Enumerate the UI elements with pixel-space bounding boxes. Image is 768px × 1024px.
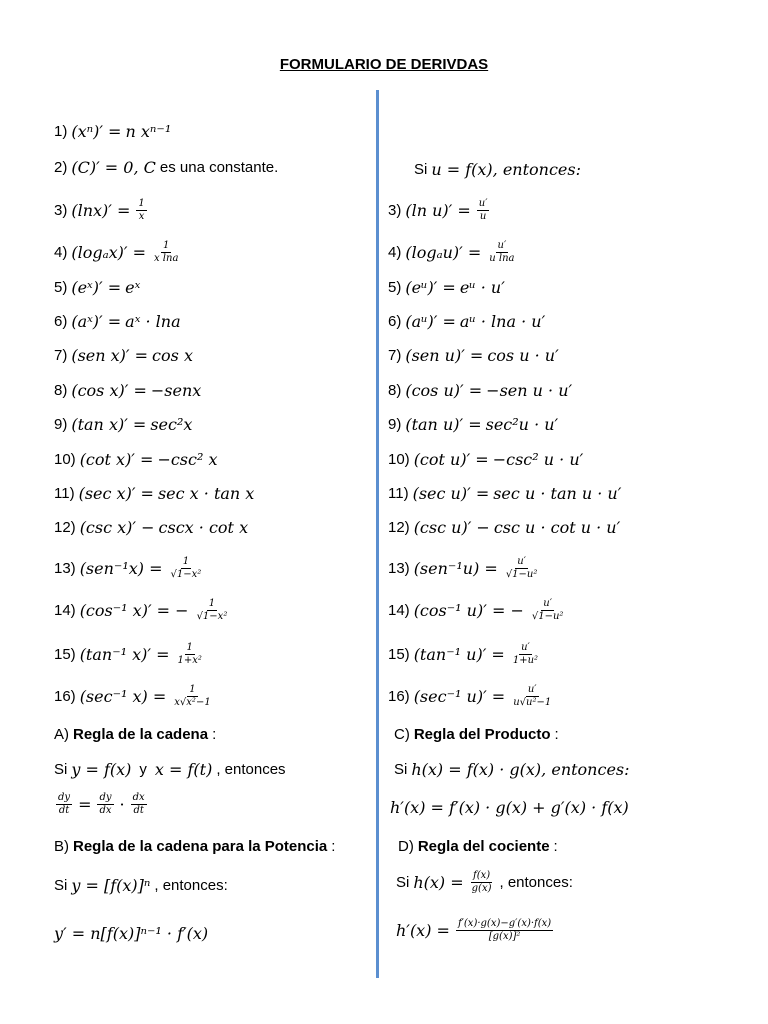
left-col-row [54, 415, 192, 434]
section-b-line1: Si y = [f(x)]ⁿ , entonces: [54, 876, 228, 895]
formula-number: 3) [54, 202, 68, 219]
fraction-denominator: u√u²−1 [513, 697, 552, 708]
formula-fraction [136, 198, 146, 223]
formula-lhs: (C)′ = 0, C [71, 158, 156, 177]
section-c-result: h′(x) = f′(x) · g(x) + g′(x) · f(x) [390, 798, 629, 817]
formula-number: 1) [54, 123, 68, 140]
formula-lhs: (tan x)′ = [71, 415, 147, 434]
formula-number: 8) [54, 382, 68, 399]
section-a-line1: Si y = f(x) y x = f(t) , entonces [54, 760, 286, 779]
fraction-denominator: 1+u² [512, 655, 539, 666]
formula-number: 5) [54, 279, 68, 296]
fraction-numerator: u′ [527, 684, 537, 695]
formula-lhs: (sen⁻¹u) = [413, 559, 498, 578]
formula-lhs: (logₐx)′ = [71, 243, 146, 262]
formula-rhs: cos x [152, 346, 193, 365]
left-col-row [54, 684, 215, 709]
formula-fraction [530, 598, 566, 623]
formula-number: 13) [388, 560, 410, 577]
left-col-row [54, 122, 171, 141]
section-d-result: h′(x) = $\frac{f'(x)\cdot g(x)-g'(x)\cdot f(x)}{\text{[g(x)]²}}$ [396, 918, 552, 942]
formula-number: 15) [54, 646, 76, 663]
formula-fraction [176, 642, 204, 667]
fraction-numerator: u′ [543, 598, 552, 609]
formula-lhs: (tan⁻¹ x)′ = [79, 645, 170, 664]
formula-lhs: (cos u)′ = [405, 381, 483, 400]
formula-number: 16) [388, 688, 410, 705]
fraction-numerator: 1 [138, 198, 145, 209]
formula-fraction [477, 198, 490, 223]
formula-number: 6) [54, 313, 68, 330]
left-col-row [54, 598, 231, 623]
formula-fraction [172, 684, 212, 709]
formula-rhs: cscx · cot x [158, 518, 249, 537]
right-col-row [388, 484, 621, 503]
section-d-line1: Si h(x) = $\frac{f(x)}{g(x)}$ , entonces: [396, 870, 573, 894]
right-col-row [388, 312, 545, 331]
formula-lhs: (csc x)′ − [79, 518, 155, 537]
fraction-denominator: u lna [489, 253, 515, 264]
formula-lhs: (sec u)′ = [412, 484, 490, 503]
section-c-line1: Si h(x) = f(x) · g(x), entonces: [394, 760, 630, 779]
left-col-row [54, 198, 149, 223]
right-col-row [388, 198, 491, 223]
formula-lhs: (eˣ)′ = [71, 278, 122, 297]
formula-number: 7) [54, 347, 68, 364]
formula-rhs: −csc² x [157, 450, 218, 469]
right-col-row [388, 415, 558, 434]
fraction-denominator: 1+x² [177, 655, 202, 666]
fraction-numerator: u′ [517, 556, 526, 567]
formula-number: 14) [54, 602, 76, 619]
section-d-heading: D) Regla del cociente : [398, 838, 558, 855]
formula-rhs: sec²x [150, 415, 193, 434]
formula-lhs: (tan⁻¹ u)′ = [413, 645, 505, 664]
formula-number: 7) [388, 347, 402, 364]
page-title: FORMULARIO DE DERIVDAS [279, 56, 489, 73]
formula-lhs: (logₐu)′ = [405, 243, 482, 262]
formula-number: 10) [54, 451, 76, 468]
left-col-row [54, 642, 206, 667]
formula-number: 14) [388, 602, 410, 619]
formula-lhs: (aᵘ)′ = [405, 312, 456, 331]
section-b-result: y′ = n[f(x)]ⁿ⁻¹ · f′(x) [54, 924, 209, 943]
formula-lhs: (sec⁻¹ x) = [79, 687, 167, 706]
formula-lhs: (sec⁻¹ u)′ = [413, 687, 506, 706]
formula-lhs: (tan u)′ = [405, 415, 482, 434]
formula-number: 6) [388, 313, 402, 330]
formula-rhs: es una constante. [159, 159, 279, 176]
formula-number: 12) [388, 519, 410, 536]
formula-number: 4) [54, 244, 68, 261]
formula-lhs: (sec x)′ = [78, 484, 154, 503]
formula-rhs: n xⁿ⁻¹ [125, 122, 172, 141]
formula-lhs: (eᵘ)′ = [405, 278, 456, 297]
fraction-numerator: u′ [521, 642, 530, 653]
section-a-heading: A) Regla de la cadena : [54, 726, 217, 743]
formula-number: 3) [388, 202, 402, 219]
right-col-row [388, 684, 555, 709]
formula-fraction [511, 684, 553, 709]
left-col-row [54, 381, 201, 400]
left-col-row [54, 278, 140, 297]
formula-lhs: (cot u)′ = [413, 450, 489, 469]
formula-number: 11) [388, 485, 409, 502]
formula-lhs: (lnx)′ = [71, 201, 131, 220]
formula-lhs: (cos⁻¹ x)′ = − [79, 601, 189, 620]
left-col-row [54, 484, 254, 503]
formula-rhs: sec²u · u′ [485, 415, 559, 434]
formula-number: 4) [388, 244, 402, 261]
formula-lhs: (cos⁻¹ u)′ = − [413, 601, 524, 620]
formula-number: 12) [54, 519, 76, 536]
right-col-row [388, 240, 519, 265]
left-col-row [54, 158, 278, 177]
formula-lhs: (sen x)′ = [71, 346, 149, 365]
fraction-denominator: u [479, 211, 487, 222]
section-a-chain-formula: $\frac{dy}{dt}$ = $\frac{dy}{dx}$ · $\frac{dx}{dt}$ [58, 792, 145, 816]
formula-rhs: −sen u · u′ [486, 381, 573, 400]
formula-lhs: (csc u)′ − [413, 518, 490, 537]
formula-rhs: aˣ · lna [125, 312, 181, 331]
right-col-row [388, 278, 505, 297]
formula-rhs: aᵘ · lna · u′ [459, 312, 546, 331]
formula-fraction [511, 642, 540, 667]
left-col-row [54, 518, 248, 537]
formula-number: 5) [388, 279, 402, 296]
right-col-row [388, 381, 572, 400]
fraction-numerator: u′ [478, 198, 488, 209]
fraction-numerator: u′ [497, 240, 507, 251]
formula-fraction [504, 556, 540, 581]
formula-lhs: (aˣ)′ = [71, 312, 122, 331]
formula-fraction [487, 240, 516, 265]
formula-fraction [195, 598, 230, 623]
fraction-denominator: √1−u² [505, 569, 538, 580]
fraction-numerator: 1 [182, 556, 190, 567]
section-b-heading: B) Regla de la cadena para la Potencia : [54, 838, 336, 855]
formula-lhs: (ln u)′ = [405, 201, 471, 220]
right-col-row [388, 556, 541, 581]
formula-number: 16) [54, 688, 76, 705]
fraction-denominator: √1−u² [531, 611, 564, 622]
fraction-denominator: √1−x² [196, 611, 228, 622]
formula-rhs: −senx [150, 381, 202, 400]
formula-number: 2) [54, 159, 68, 176]
right-col-row [388, 518, 620, 537]
formula-rhs: cos u · u′ [487, 346, 559, 365]
formula-lhs: (xⁿ)′ = [71, 122, 122, 141]
right-col-row [388, 450, 583, 469]
formula-rhs: csc u · cot u · u′ [493, 518, 621, 537]
formula-number: 9) [54, 416, 68, 433]
formula-lhs: (cos x)′ = [71, 381, 147, 400]
fraction-numerator: 1 [163, 240, 170, 251]
formula-fraction [169, 556, 204, 581]
left-col-row [54, 346, 193, 365]
formula-number: 11) [54, 485, 75, 502]
right-header-expr: u = f(x), entonces: [431, 160, 581, 179]
formula-fraction [152, 240, 180, 265]
formula-number: 10) [388, 451, 410, 468]
fraction-numerator: 1 [189, 684, 196, 695]
left-col-row [54, 450, 218, 469]
fraction-numerator: 1 [186, 642, 193, 653]
formula-lhs: (sen⁻¹x) = [79, 559, 163, 578]
fraction-denominator: x lna [153, 253, 179, 264]
left-col-row [54, 312, 181, 331]
formula-lhs: (cot x)′ = [79, 450, 154, 469]
formula-rhs: eˣ [125, 278, 141, 297]
formula-number: 13) [54, 560, 76, 577]
formula-lhs: (sen u)′ = [405, 346, 484, 365]
left-col-row [54, 556, 205, 581]
formula-rhs: −csc² u · u′ [492, 450, 584, 469]
right-header-si: Si [414, 161, 428, 178]
right-header [414, 160, 581, 179]
fraction-denominator: x [138, 211, 145, 222]
formula-rhs: eᵘ · u′ [459, 278, 505, 297]
formula-rhs: sec u · tan u · u′ [493, 484, 622, 503]
formula-number: 15) [388, 646, 410, 663]
formula-number: 8) [388, 382, 402, 399]
formula-number: 9) [388, 416, 402, 433]
right-col-row [388, 598, 567, 623]
column-divider [376, 90, 379, 978]
fraction-denominator: √1−x² [170, 569, 202, 580]
left-col-row [54, 240, 182, 265]
right-col-row [388, 346, 559, 365]
formula-rhs: sec x · tan x [157, 484, 255, 503]
right-col-row [388, 642, 542, 667]
fraction-denominator: x√x²−1 [174, 697, 211, 708]
section-c-heading: C) Regla del Producto : [394, 726, 559, 743]
fraction-numerator: 1 [208, 598, 216, 609]
